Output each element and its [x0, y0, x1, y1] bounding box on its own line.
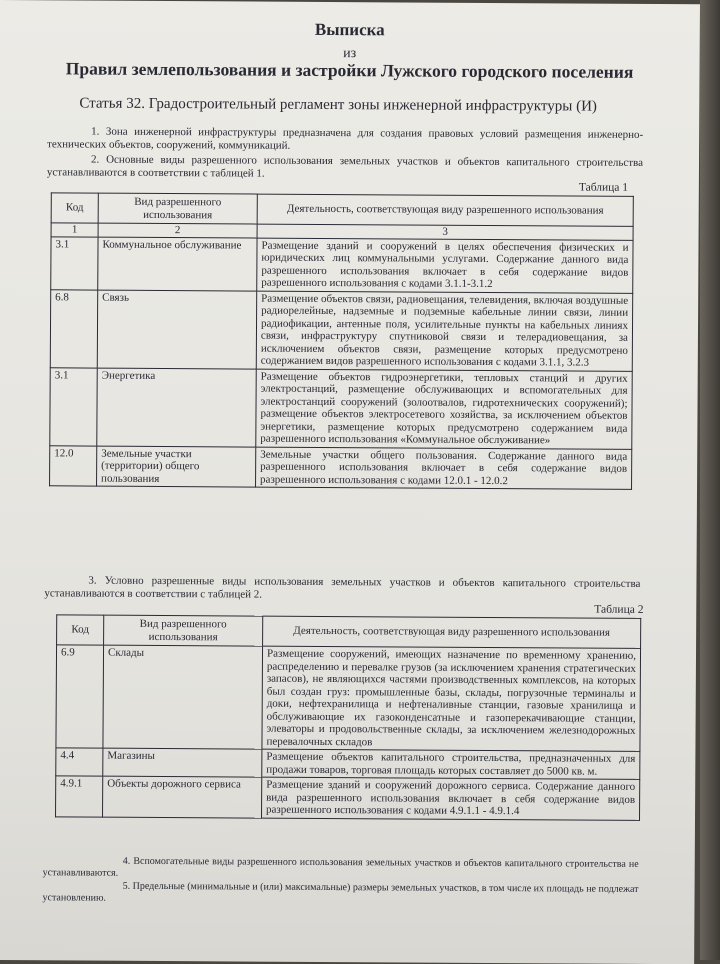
- name-cell: Коммунальное обслуживание: [98, 237, 257, 291]
- table-row: [56, 645, 641, 752]
- table-2: [55, 614, 641, 820]
- desc-cell: Размещение объектов капитального строительства, предназначенных для продажи товаров, торговая площадь которых составляет до 5000 кв. м.: [262, 749, 640, 779]
- code-cell: 3.1: [51, 236, 98, 289]
- header-cell: Вид разрешенного использования: [104, 615, 263, 646]
- name-cell: Земельные участки (территории) общего пользования: [97, 446, 256, 487]
- name-cell: Объекты дорожного сервиса: [103, 776, 262, 817]
- document-from: из: [343, 46, 357, 62]
- number-cell: 1: [51, 223, 98, 237]
- number-cell: 3: [257, 224, 633, 240]
- header-cell: Деятельность, соответствующая виду разрешенного использования: [263, 616, 641, 648]
- header-cell: Вид разрешенного использования: [98, 193, 257, 224]
- header-cell: Код: [57, 615, 104, 645]
- table-row: [56, 776, 640, 820]
- name-cell: Магазины: [103, 748, 262, 777]
- paragraph-2: 2. Основные виды разрешенного использования земельных участков и объектов капитального строительства устанавливаются в соответствии с таблицей 1.: [46, 153, 644, 180]
- paragraph-3: 3. Условно разрешенные виды использования земельных участков и объектов капитального строительства устанавливаются в соответствии с таблицей 2.: [44, 574, 641, 601]
- code-cell: 3.1: [50, 367, 97, 445]
- table-row: [50, 367, 632, 449]
- table-header-row: [51, 193, 633, 227]
- document-title: Выписка: [314, 19, 385, 40]
- table2-caption: Таблица 2: [594, 603, 644, 616]
- code-cell: 6.8: [50, 289, 97, 367]
- desc-cell: Размещение объектов гидроэнергетики, тепловых станций и других электростанций, размещение обслуживающих и вспомогательных для электростанций сооружений (золоотвалов, гидротехнических сооружений); размещение объектов электросетевого хозяйства, за исключением объектов энергетики, размещение которых предусмотрено содержанием вида разрешенного использования «Коммунальное обслуживание»: [256, 369, 632, 449]
- table-row: [50, 445, 632, 489]
- name-cell: Связь: [97, 290, 256, 369]
- name-cell: Склады: [103, 645, 263, 749]
- name-cell: Энергетика: [97, 368, 256, 447]
- desc-cell: Размещение зданий и сооружений в целях обеспечения физических и юридических лиц коммунальными услугами. Содержание данного вида разрешенного использования включает в себя содержание видов разрешенного использования с кодами 3.1.1-3.1.2: [257, 238, 633, 293]
- desc-cell: Земельные участки общего пользования. Содержание данного вида разрешенного использования включает в себя содержание видов разрешенного использования с кодами 12.0.1 - 12.0.2: [256, 447, 632, 490]
- header-cell: Код: [51, 193, 98, 223]
- article-heading: Статья 32. Градостроительный регламент зоны инженерной инфраструктуры (И): [79, 95, 597, 115]
- table-row: [56, 748, 640, 780]
- paragraph-1: 1. Зона инженерной инфраструктуры предназначена для создания правовых условий размещения инженерно-технических объектов, сооружений, коммуникаций.: [47, 125, 644, 152]
- desc-cell: Размещение сооружений, имеющих назначение по временному хранению, распределению и перевалке грузов (за исключением хранения стратегических запасов), не являющихся частями производственных комплексов, на которых был создан груз: промышленные базы, склады, погрузочные терминалы и доки, нефтехранилища и нефтеналивные станции, газовые хранилища и обслуживающие их газоконденсатные и газоперекачивающие станции, элеваторы и продовольственные склады, за исключением железнодорожных перевалочных складов: [262, 646, 641, 751]
- code-cell: 4.4: [56, 748, 103, 776]
- code-cell: 12.0: [50, 445, 97, 486]
- code-cell: 4.9.1: [56, 776, 103, 817]
- table-row: [51, 236, 633, 293]
- paragraph-5: 5. Предельные (минимальные и (или) максимальные) размеры земельных участков, в том числе их площадь не подлежат установлению.: [42, 880, 639, 904]
- paper-edge-shadow: [700, 0, 720, 960]
- table1-caption: Таблица 1: [578, 181, 629, 194]
- document-subtitle: Правил землепользования и застройки Лужского городского поселения: [65, 58, 634, 82]
- number-cell: 2: [98, 223, 257, 237]
- code-cell: 6.9: [56, 645, 104, 748]
- table-row: [50, 289, 632, 371]
- table-1: [49, 192, 634, 490]
- desc-cell: Размещение зданий и сооружений дорожного сервиса. Содержание данного вида разрешенного использования включает в себя содержание видов разрешенного использования с кодами 4.9.1.1 - 4.9.1.4: [262, 777, 640, 820]
- paragraph-4: 4. Вспомогательные виды разрешенного использования земельных участков и объектов капитального строительства не устанавливаются.: [42, 855, 639, 879]
- header-cell: Деятельность, соответствующая виду разрешенного использования: [257, 194, 633, 226]
- table-header-row: [57, 615, 641, 649]
- desc-cell: Размещение объектов связи, радиовещания, телевидения, включая воздушные радиорелейные, надземные и подземные кабельные линии связи, линии радиофикации, антенные поля, усилительные пункты на кабельных линиях связи, инфраструктуру спутниковой связи и телерадиовещания, за исключением объектов связи, размещение которых предусмотрено содержанием видов разрешенного использования с кодами 3.1.1, 3.2.3: [256, 291, 632, 371]
